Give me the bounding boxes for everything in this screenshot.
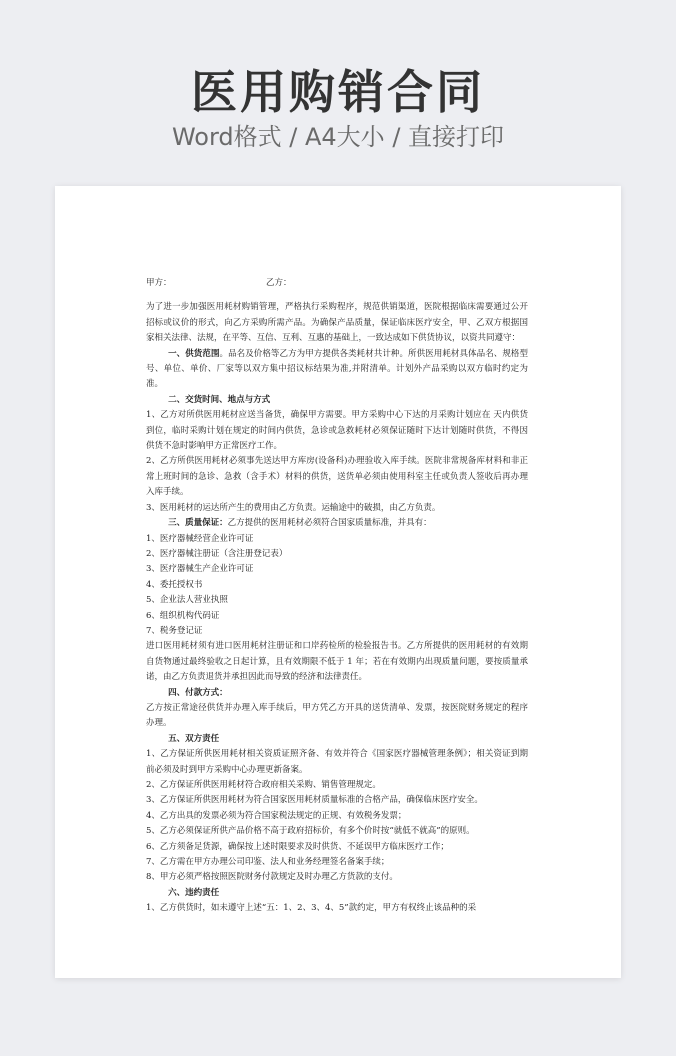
section-6-title: 六、违约责任: [168, 887, 220, 898]
section-5-item: 8、甲方必须严格按照医院财务付款规定及时办理乙方货款的支付。: [146, 872, 398, 883]
section-6-item: 1、乙方供货时，如未遵守上述“五：1、2、3、4、5”款约定，甲方有权终止该品种的采: [146, 903, 477, 914]
license-item: 1、医疗器械经营企业许可证: [146, 533, 254, 544]
section-2-item: 3、医用耗材的运达所产生的费用由乙方负责。运输途中的破损，由乙方负责。: [146, 502, 441, 513]
section-2-item: 1、乙方对所供医用耗材应送当备货，确保甲方需要。甲方采购中心下达的月采购计划应在 天内供货到位，临时采购计划在规定的时间内供货，急诊或急救耗材必须保证随时下达计划随时供货，不得因供货不急时影响甲方正常医疗工作。: [146, 410, 528, 452]
contract-body: [146, 276, 528, 917]
section-5-item: 2、乙方保证所供医用耗材符合政府相关采购、销售管理规定。: [146, 780, 381, 790]
section-5-item: 3、乙方保证所供医用耗材为符合国家医用耗材质量标准的合格产品，确保临床医疗安全。: [146, 795, 483, 806]
import-paragraph: 进口医用耗材须有进口医用耗材注册证和口岸药检所的检验报告书。乙方所提供的医用耗材的有效期自货物通过最终验收之日起计算，且有效期限不低于 1 年；若在有效期内出现质量问题，要按质量承诺，由乙方负责退货并承担因此而导致的经济和法律责任。: [146, 641, 528, 683]
section-3-text: 乙方提供的医用耗材必须符合国家质量标准，并具有：: [227, 518, 432, 529]
page-subtitle: Word格式 / A4大小 / 直接打印: [171, 123, 505, 151]
section-5-item: 1、乙方保证所供医用耗材相关资质证照齐备、有效并符合《国家医疗器械管理条例》；相关资证到期前必须及时到甲方采购中心办理更新备案。: [146, 749, 528, 775]
license-item: 3、医疗器械生产企业许可证: [146, 564, 254, 575]
section-5-item: 5、乙方必须保证所供产品价格不高于政府招标价，有多个价时按“就低不就高”的原则。: [146, 826, 475, 837]
section-1-text: 。品名及价格等乙方为甲方提供各类耗材共计种。所供医用耗材具体品名、规格型号、单位、单价、厂家等以双方集中招议标结果为准,并附清单。计划外产品采购以双方临时约定为准。: [146, 348, 528, 390]
section-5-title: 五、双方责任: [168, 733, 220, 744]
party-a-label: 甲方：: [146, 278, 172, 288]
license-item: 2、医疗器械注册证（含注册登记表）: [146, 548, 288, 559]
section-4-title: 四、付款方式：: [168, 687, 228, 698]
section-3-title: 三、质量保证：: [168, 518, 228, 529]
page-title: 医用购销合同: [191, 65, 485, 119]
section-2-title: 二、交货时间、地点与方式: [168, 394, 271, 405]
license-item: 7、税务登记证: [146, 625, 203, 636]
license-item: 4、委托授权书: [146, 579, 203, 590]
section-5-item: 7、乙方需在甲方办理公司印鉴、法人和业务经理签名备案手续；: [146, 857, 390, 868]
section-2-item: 2、乙方所供医用耗材必须事先送达甲方库房(设备科)办理验收入库手续。医院非常规备库材料和非正常上班时间的急诊、急救（含手术）材料的供货，送货单必须由使用科室主任或负责人签收后再办理入库手续。: [146, 456, 528, 498]
section-1-title: 一、供货范围: [168, 348, 220, 359]
party-b-label: 乙方：: [266, 278, 292, 288]
section-3: [146, 516, 528, 531]
section-4-text: 乙方按正常途径供货并办理入库手续后，甲方凭乙方开具的送货清单、发票，按医院财务规定的程序办理。: [146, 702, 528, 729]
document-page: [55, 186, 621, 978]
section-5-item: 4、乙方出具的发票必须为符合国家税法规定的正规、有效税务发票；: [146, 810, 407, 821]
section-5-item: 6、乙方须备足货源，确保按上述时限要求及时供货、不延误甲方临床医疗工作；: [146, 841, 449, 852]
license-item: 5、企业法人营业执照: [146, 595, 228, 606]
section-1: [146, 347, 528, 393]
license-item: 6、组织机构代码证: [146, 610, 220, 621]
parties-line: [146, 276, 528, 291]
intro-paragraph: 为了进一步加强医用耗材购销管理，严格执行采购程序，规范供销渠道，医院根据临床需要通过公开招标或议价的形式，向乙方采购所需产品。为确保产品质量，保证临床医疗安全，甲、乙双方根据国家相关法律、法规，在平等、互信、互利、互惠的基础上，一致达成如下供货协议，以资共同遵守：: [146, 302, 528, 344]
